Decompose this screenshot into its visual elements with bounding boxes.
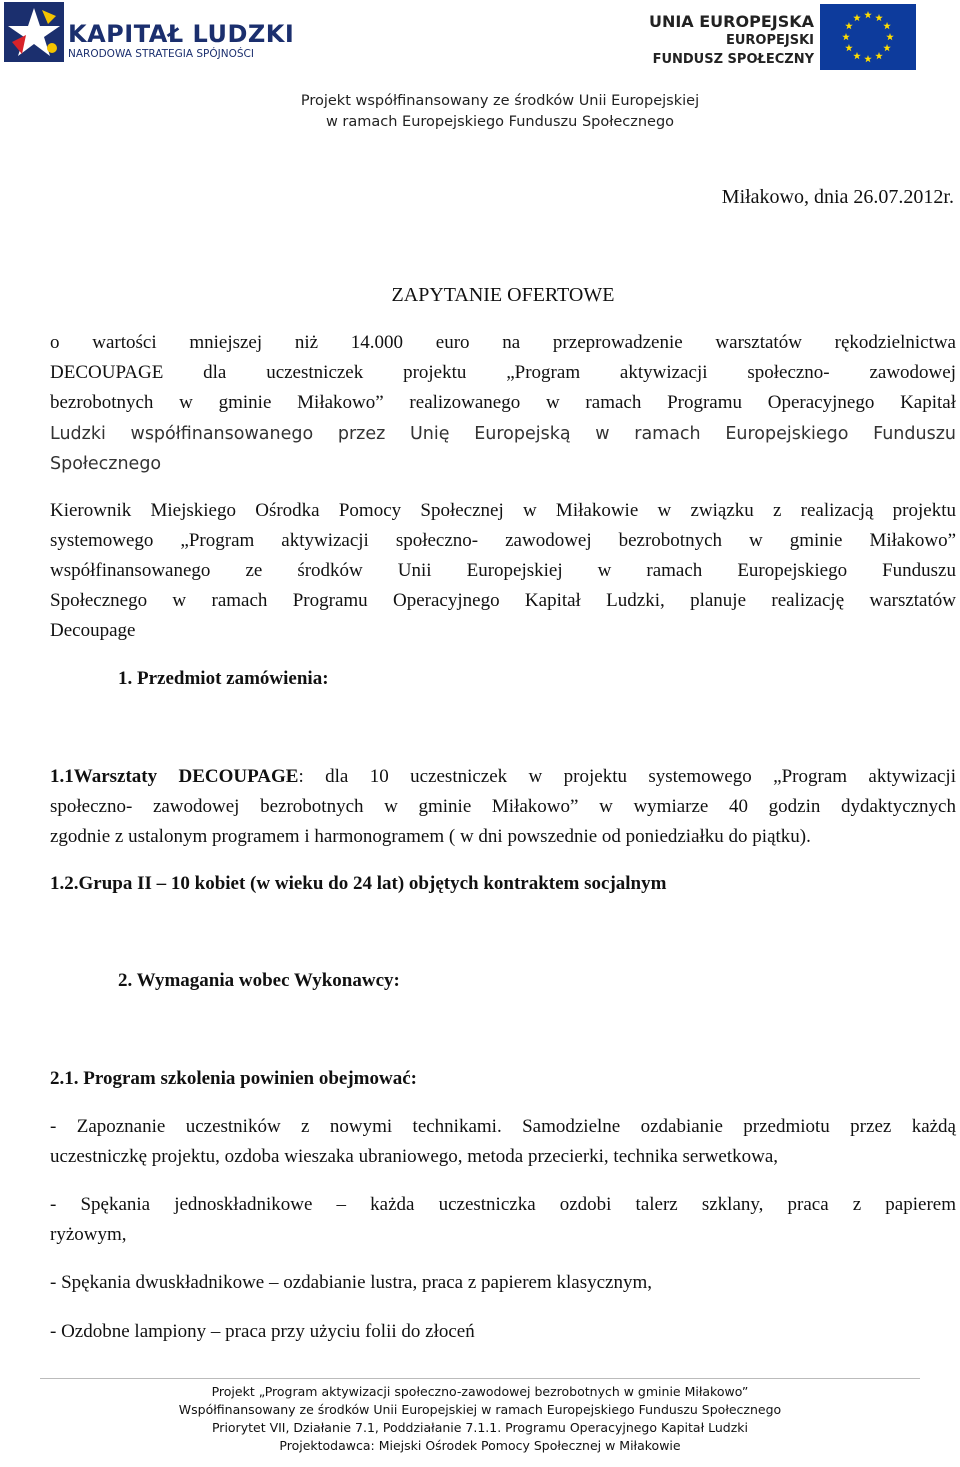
eu-line-2: EUROPEJSKI [725,33,814,48]
item-1-1-line-1 [50,762,956,792]
kapital-ludzki-logo [4,2,295,64]
place-date: Miłakowo, dnia 26.07.2012r. [721,186,954,208]
intro-line-5: Społecznego [50,454,162,474]
footer-divider [40,1378,920,1379]
project-header [290,91,710,133]
bullet-2-line-2: ryżowym, [50,1224,127,1245]
bullet-3: - Spękania dwuskładnikowe – ozdabianie lustra, praca z papierem klasycznym, [50,1272,652,1293]
eu-line-3: FUNDUSZ SPOŁECZNY [652,52,814,67]
kapital-ludzki-subtitle: NARODOWA STRATEGIA SPÓJNOŚCI [68,48,254,60]
section-2-heading: 2. Wymagania wobec Wykonawcy: [118,970,400,991]
intro-line-4: Ludzki współfinansowanego przez Unię Europejską w ramach Europejskiego Funduszu [50,424,956,444]
eu-logo-text [649,12,814,69]
section-1-heading: 1. Przedmiot zamówienia: [118,668,329,689]
footer-line-4: Projektodawca: Miejski Ośrodek Pomocy Społecznej w Miłakowie [279,1438,681,1453]
kapital-ludzki-star-icon [4,2,64,62]
paragraph-line-5: Decoupage [50,620,136,641]
page-footer [0,1383,960,1455]
paragraph-line-1: Kierownik Miejskiego Ośrodka Pomocy Społecznej w Miłakowie w związku z realizacją projektu [50,500,956,521]
item-2-1-heading: 2.1. Program szkolenia powinien obejmować: [50,1068,417,1089]
footer-line-3: Priorytet VII, Działanie 7.1, Poddziałanie 7.1.1. Programu Operacyjnego Kapitał Ludzki [211,1420,748,1435]
footer-line-2: Współfinansowany ze środków Unii Europejskiej w ramach Europejskiego Funduszu Społecznego [178,1402,782,1417]
kapital-ludzki-title: KAPITAŁ LUDZKI [68,20,295,48]
bullet-1-line-1: - Zapoznanie uczestników z nowymi technikami. Samodzielne ozdabianie przedmiotu przez każdą [50,1116,956,1137]
footer-line-1: Projekt „Program aktywizacji społeczno-zawodowej bezrobotnych w gminie Miłakowo” [211,1384,749,1399]
paragraph-line-2: systemowego „Program aktywizacji społeczno- zawodowej bezrobotnych w gminie Miłakowo” [50,530,956,551]
item-1-1-text: : dla 10 uczestniczek w projektu systemowego „Program aktywizacji [298,766,956,787]
item-1-1-label: 1.1Warsztaty DECOUPAGE [50,766,299,787]
bullet-4: - Ozdobne lampiony – praca przy użyciu folii do złoceń [50,1321,475,1342]
bullet-2-line-1: - Spękania jednoskładnikowe – każda uczestniczka ozdobi talerz szklany, praca z papierem [50,1194,956,1215]
project-header-line-1: Projekt współfinansowany ze środków Unii Europejskiej [300,93,700,109]
paragraph-line-4: Społecznego w ramach Programu Operacyjnego Kapitał Ludzki, planuje realizację warsztatów [50,590,956,611]
intro-line-2: DECOUPAGE dla uczestniczek projektu „Program aktywizacji społeczno- zawodowej [50,362,956,383]
item-1-1-line-2: społeczno- zawodowej bezrobotnych w gminie Miłakowo” w wymiarze 40 godzin dydaktycznych [50,796,956,817]
eu-line-1: UNIA EUROPEJSKA [648,12,814,31]
paragraph-line-3: współfinansowanego ze środków Unii Europejskiej w ramach Europejskiego Funduszu [50,560,956,581]
project-header-line-2: w ramach Europejskiego Funduszu Społecznego [325,114,675,130]
intro-line-1: o wartości mniejszej niż 14.000 euro na przeprowadzenie warsztatów rękodzielnictwa [50,332,956,353]
bullet-1-line-2: uczestniczkę projektu, ozdoba wieszaka ubraniowego, metoda przecierki, technika serwetkowa, [50,1146,779,1167]
document-title: ZAPYTANIE OFERTOWE [391,284,615,306]
item-1-2: 1.2.Grupa II – 10 kobiet (w wieku do 24 lat) objętych kontraktem socjalnym [50,873,667,894]
item-1-1-line-3: zgodnie z ustalonym programem i harmonogramem ( w dni powszednie od poniedziałku do piątku). [50,826,811,847]
eu-flag-icon [820,4,916,70]
intro-line-3: bezrobotnych w gminie Miłakowo” realizowanego w ramach Programu Operacyjnego Kapitał [50,392,956,413]
